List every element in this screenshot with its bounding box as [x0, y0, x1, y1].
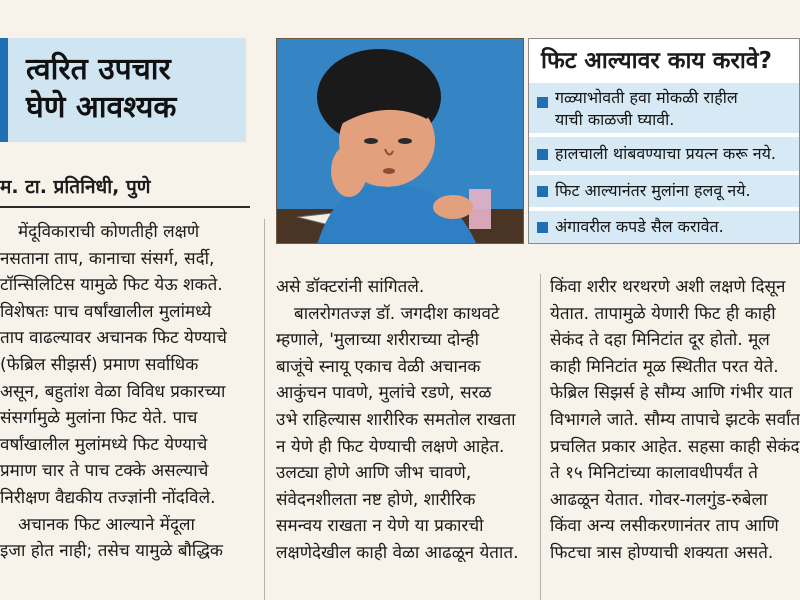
bullet-square-icon: [537, 222, 548, 233]
column-divider: [540, 274, 541, 600]
sidebar-title: फिट आल्यावर काय करावे?: [541, 48, 772, 74]
article-line: न येणे ही फिट येण्याची लक्षणे आहेत.: [276, 436, 505, 457]
sick-child-illustration: [277, 39, 524, 244]
article-line: आकुंचन पावणे, मुलांचे रडणे, सरळ: [276, 383, 492, 404]
article-line: म्हणाले, 'मुलाच्या शरीराच्या दोन्ही: [276, 330, 479, 351]
article-line: काही मिनिटांत मूळ स्थितीत परत येते.: [550, 356, 779, 377]
byline-divider: [0, 206, 250, 208]
article-column-2: [276, 274, 530, 600]
article-line: ते १५ मिनिटांच्या कालावधीपर्यंत ते: [550, 463, 758, 484]
tip-item: [529, 135, 799, 171]
article-column-3: [550, 274, 800, 600]
article-line: फेब्रिल सिझर्स हे सौम्य आणि गंभीर यात: [550, 383, 793, 404]
article-line: टॉन्सिलिटिस यामुळे फिट येऊ शकते.: [0, 275, 223, 296]
headline-box: [0, 38, 246, 142]
article-line: बाजूंचे स्नायू एकाच वेळी अचानक: [276, 356, 481, 377]
article-line: समन्वय राखता न येणे या प्रकारची: [276, 516, 484, 537]
article-line: सेकंद ते दहा मिनिटांत दूर होतो. मूल: [550, 330, 770, 351]
article-line: आढळून येतात. गोवर-गलगुंड-रुबेला: [550, 489, 768, 510]
tip-item: [529, 81, 799, 133]
tips-sidebar: [528, 38, 800, 244]
article-line: अचानक फिट आल्याने मेंदूला: [18, 514, 195, 535]
article-line: उलट्या होणे आणि जीभ चावणे,: [276, 463, 472, 484]
article-line: संसर्गामुळे मुलांना फिट येते. पाच: [0, 408, 198, 429]
article-line: उभे राहिल्यास शारीरिक समतोल राखता: [276, 409, 516, 430]
article-column-1: [0, 219, 252, 600]
article-line: इजा होत नाही; तसेच यामुळे बौद्धिक: [0, 541, 223, 562]
column-divider: [264, 219, 265, 600]
bullet-square-icon: [537, 186, 548, 197]
article-line: लक्षणेदेखील काही वेळा आढळून येतात.: [276, 542, 519, 563]
article-line: फिटचा त्रास होण्याची शक्यता असते.: [550, 542, 774, 563]
article-line: ताप वाढल्यावर अचानक फिट येण्याचे: [0, 328, 227, 349]
tip-text: फिट आल्यानंतर मुलांना हलवू नये.: [555, 181, 751, 200]
article-line: नसताना ताप, कानाचा संसर्ग, सर्दी,: [0, 248, 215, 269]
article-line: मेंदूविकाराची कोणतीही लक्षणे: [18, 222, 200, 242]
article-line: किंवा शरीर थरथरणे अशी लक्षणे दिसून: [550, 277, 786, 297]
article-line: असून, बहुतांश वेळा विविध प्रकारच्या: [0, 381, 226, 402]
headline-line-2: घेणे आवश्यक: [26, 90, 177, 125]
headline-line-1: त्वरित उपचार: [26, 52, 171, 87]
article-line: संवेदनशीलता नष्ट होणे, शारीरिक: [276, 489, 476, 510]
tip-text: अंगावरील कपडे सैल करावेत.: [555, 217, 724, 236]
bullet-square-icon: [537, 149, 548, 160]
article-line: वर्षांखालील मुलांमध्ये फिट येण्याचे: [0, 434, 208, 455]
tip-item: [529, 209, 799, 243]
article-line: प्रचलित प्रकार आहेत. सहसा काही सेकंद: [550, 436, 800, 457]
article-line: येतात. तापामुळे येणारी फिट ही काही: [550, 303, 776, 324]
illustration-sick-child: [276, 38, 524, 244]
tip-item: [529, 173, 799, 207]
article-line: विभागले जाते. सौम्य तापाचे झटके सर्वांत: [550, 409, 800, 430]
article-line: प्रमाण चार ते पाच टक्के असल्याचे: [0, 461, 209, 482]
article-line: विशेषतः पाच वर्षांखालील मुलांमध्ये: [0, 301, 212, 322]
tip-text: हालचाली थांबवण्याचा प्रयत्न करू नये.: [555, 144, 776, 163]
byline: म. टा. प्रतिनिधी, पुणे: [0, 176, 151, 198]
article-line: असे डॉक्टरांनी सांगितले.: [276, 277, 425, 297]
tip-text: याची काळजी घ्यावी.: [555, 110, 675, 129]
bullet-square-icon: [537, 97, 548, 108]
tip-text: गळ्याभोवती हवा मोकळी राहील: [555, 88, 738, 107]
article-line: बालरोगतज्ज्ञ डॉ. जगदीश काथवटे: [294, 303, 500, 324]
article-line: किंवा अन्य लसीकरणानंतर ताप आणि: [550, 516, 779, 537]
article-line: (फेब्रिल सीझर्स) प्रमाण सर्वाधिक: [0, 354, 199, 375]
article-line: निरीक्षण वैद्यकीय तज्ज्ञांनी नोंदविले.: [0, 487, 216, 508]
